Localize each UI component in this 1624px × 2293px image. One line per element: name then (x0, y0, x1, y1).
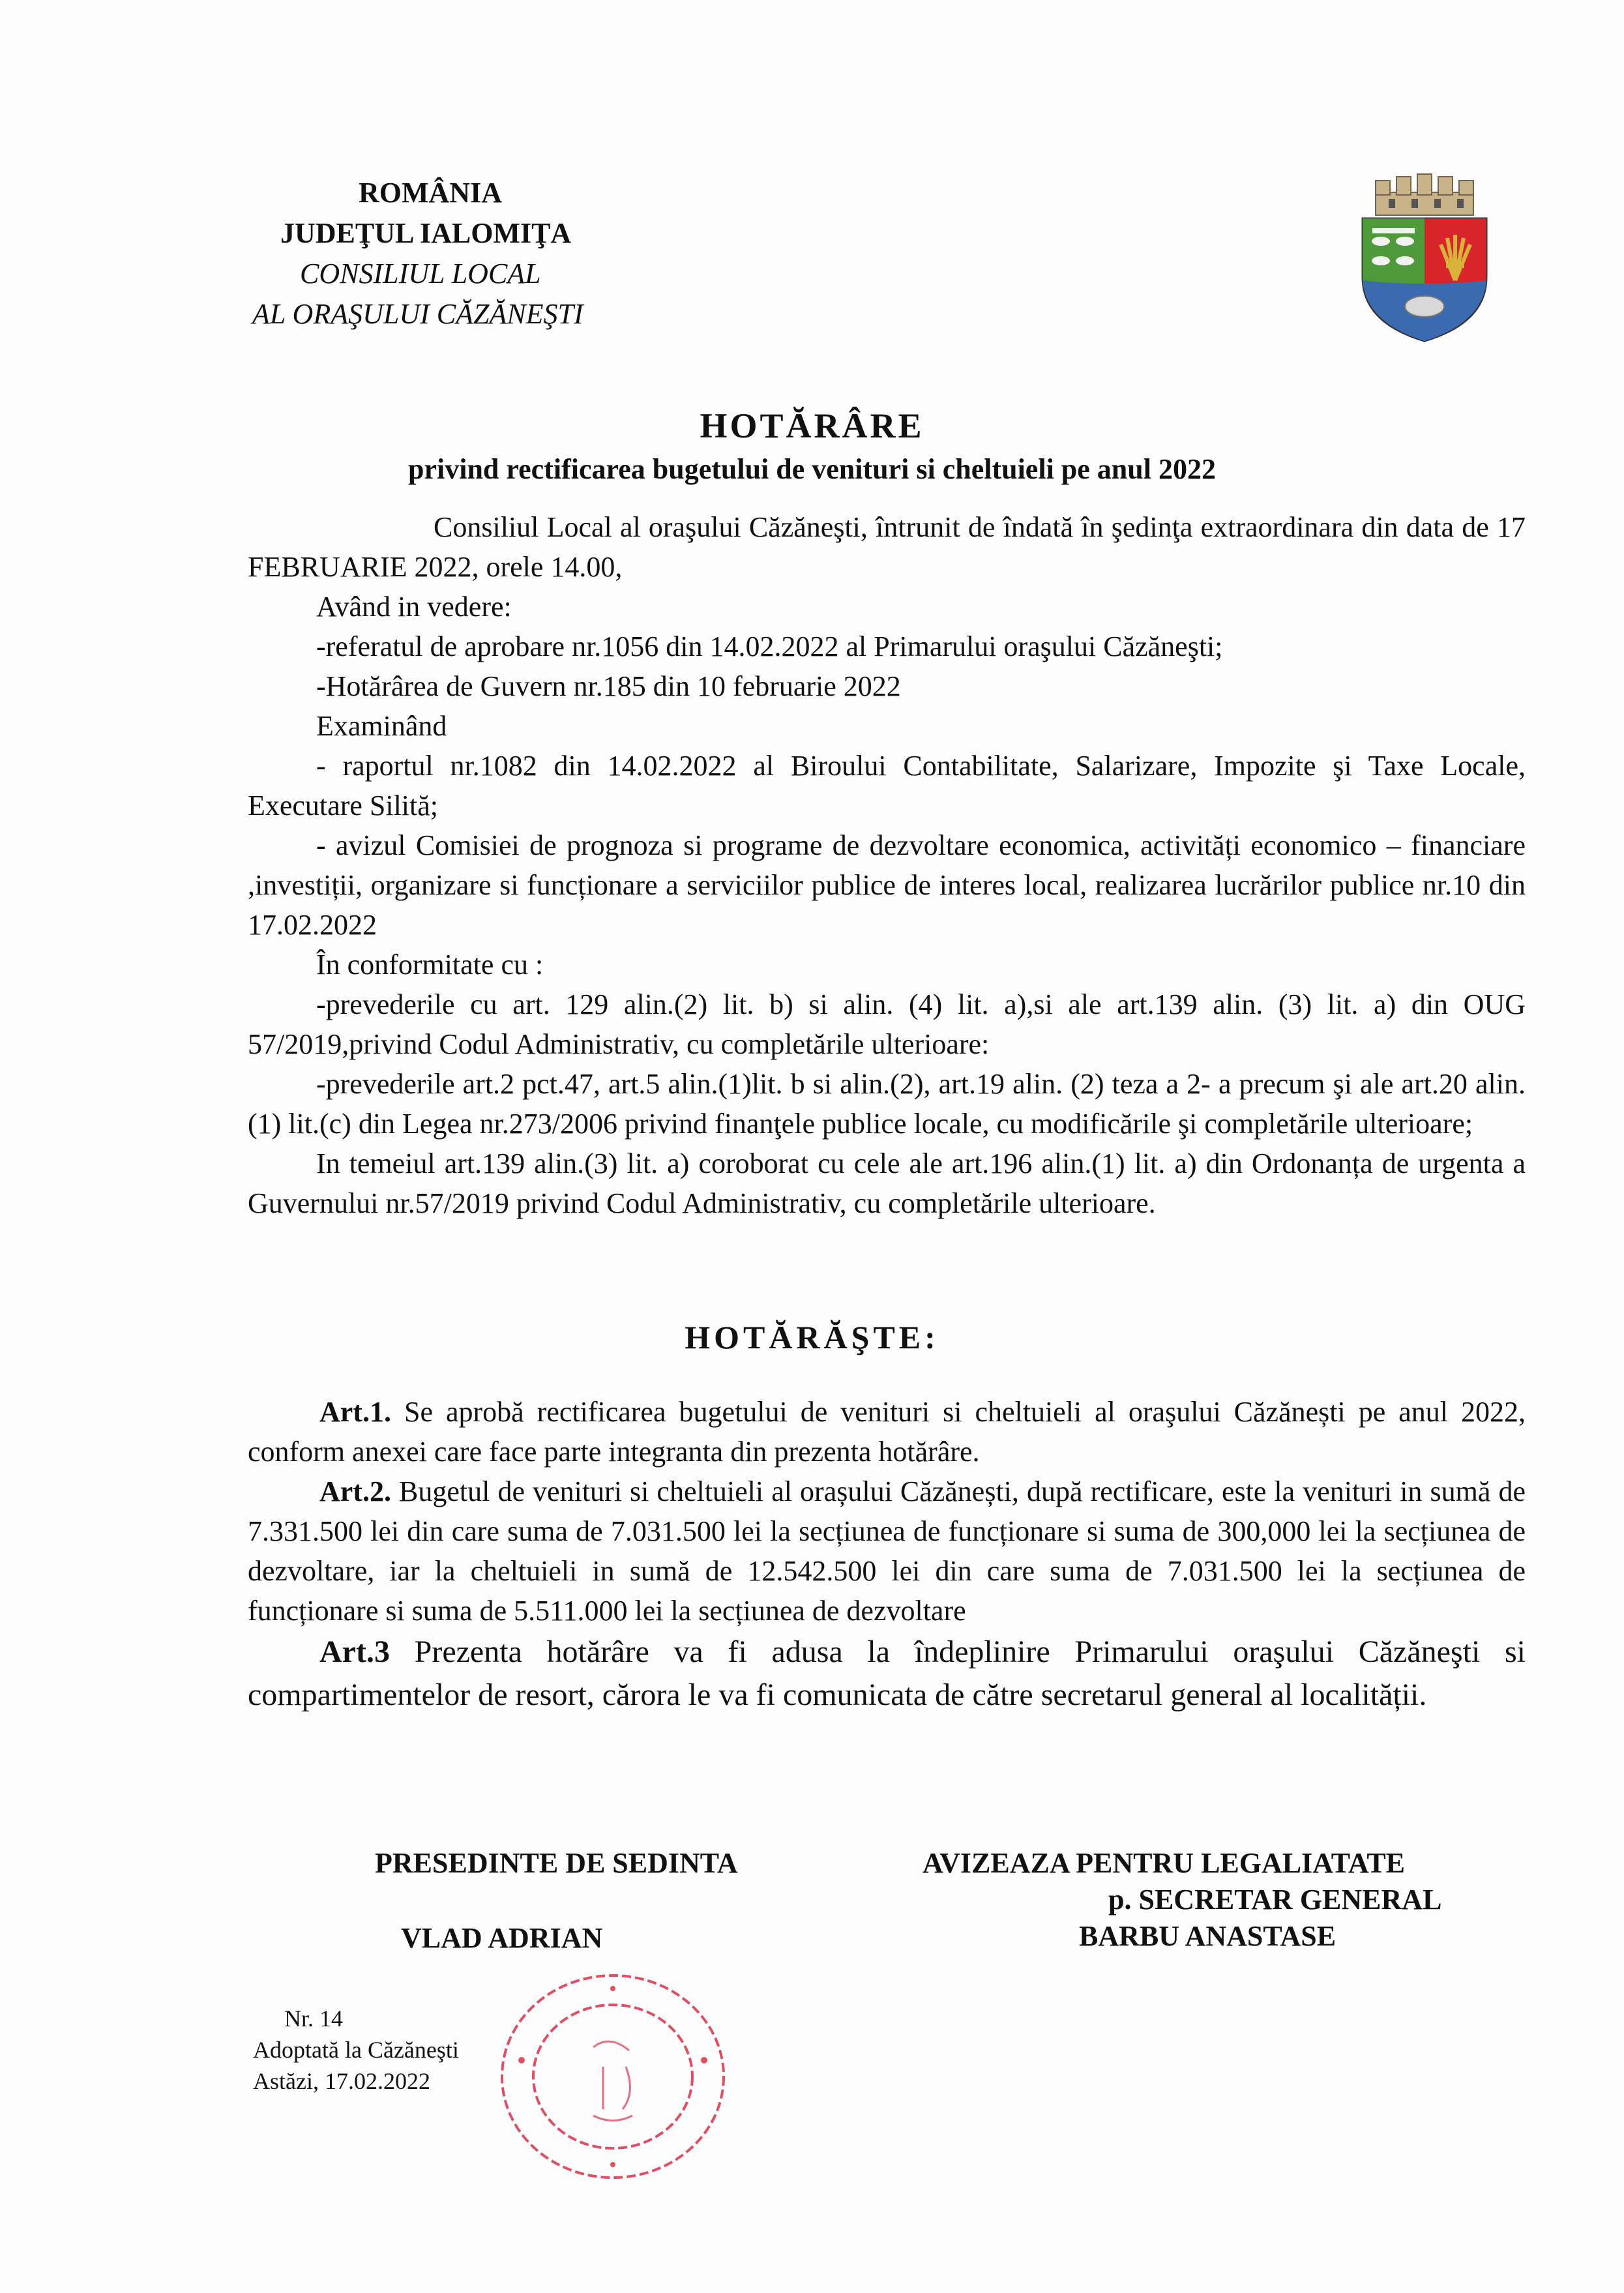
country-name: ROMÂNIA (359, 177, 502, 209)
decision-number: Nr. 14 (284, 2005, 343, 2032)
secretary-signature-block (923, 1845, 1441, 1955)
preamble-heading-conformity: În conformitate cu : (316, 949, 544, 981)
document-subtitle: privind rectificarea bugetului de venituri si cheltuieli pe anul 2022 (408, 453, 1216, 485)
articles (248, 1392, 1526, 1717)
preamble-item: -prevederile art.2 pct.47, art.5 alin.(1)lit. b si alin.(2), art.19 alin. (2) teza a 2- a precum şi ale art.20 alin.(1) lit.(c) din Legea nr.273/2006 privind finanţele publice locale, cu modificările şi completările ulterioare; (248, 1068, 1526, 1140)
decides-heading: HOTĂRĂŞTE: (685, 1319, 939, 1355)
article-3 (248, 1631, 1526, 1717)
document-title: HOTĂRÂRE (700, 406, 924, 445)
secretary-name: BARBU ANASTASE (1079, 1920, 1336, 1952)
official-seal-icon (495, 1969, 730, 2184)
issuer-header (254, 173, 585, 334)
council-name: CONSILIUL LOCAL (300, 258, 541, 289)
article-3-text: Prezenta hotărâre va fi adusa la îndeplinire Primarului oraşului Căzăneşti si compartimentelor de resort, cărora le va fi comunicata de către secretarul general al localității. (248, 1635, 1526, 1712)
article-2-label: Art.2. (319, 1475, 391, 1507)
secretary-role: p. SECRETAR GENERAL (1108, 1884, 1442, 1916)
chair-role: PRESEDINTE DE SEDINTA (375, 1847, 738, 1879)
preamble-item: -Hotărârea de Guvern nr.185 din 10 februarie 2022 (316, 670, 901, 702)
coat-of-arms-icon (1350, 173, 1499, 346)
preamble-item: -prevederile cu art. 129 alin.(2) lit. b) si alin. (4) lit. a),si ale art.139 alin. (3) lit. a) din OUG 57/2019,privind Codul Administrativ, cu completările ulterioare: (248, 988, 1526, 1060)
preamble-item: - avizul Comisiei de prognoza si programe de dezvoltare economica, activități economico – financiare ,investiții, organizare si funcționare a serviciilor publice de interes local, realizarea lucrărilor publice nr.10 din 17.02.2022 (248, 829, 1526, 941)
article-2 (248, 1472, 1526, 1631)
article-1-label: Art.1. (319, 1396, 391, 1428)
adoption-footer (253, 2003, 459, 2097)
chair-name: VLAD ADRIAN (401, 1922, 603, 1954)
article-1 (248, 1392, 1526, 1472)
adoption-date: Astăzi, 17.02.2022 (253, 2068, 430, 2094)
preamble-intro: Consiliul Local al oraşului Căzăneşti, întrunit de îndată în şedinţa extraordinara din data de 17 FEBRUARIE 2022, orele 14.00, (248, 511, 1526, 583)
preamble-heading-examining: Examinând (316, 710, 447, 742)
adoption-place: Adoptată la Căzăneşti (253, 2037, 459, 2063)
article-2-text: Bugetul de venituri si cheltuieli al orașului Căzănești, după rectificare, este la venituri in sumă de 7.331.500 lei din care suma de 7.031.500 lei la secțiunea de funcționare si suma de 300,000 lei la secțiunea de dezvoltare, iar la cheltuieli in sumă de 12.542.500 lei din care suma de 7.031.500 lei la secțiunea de funcționare si suma de 5.511.000 lei la secțiunea de dezvoltare (248, 1475, 1526, 1627)
preamble (248, 507, 1526, 1223)
article-3-label: Art.3 (319, 1635, 390, 1669)
county-name: JUDEŢUL IALOMIŢA (280, 217, 572, 249)
preamble-item: -referatul de aprobare nr.1056 din 14.02.2022 al Primarului oraşului Căzăneşti; (316, 630, 1223, 662)
legality-endorsement: AVIZEAZA PENTRU LEGALIATATE (923, 1847, 1406, 1879)
article-1-text: Se aprobă rectificarea bugetului de venituri si cheltuieli al oraşului Căzănești pe anul 2022, conform anexei care face parte integranta din prezenta hotărâre. (248, 1396, 1526, 1468)
preamble-item: - raportul nr.1082 din 14.02.2022 al Biroului Contabilitate, Salarizare, Impozite şi Taxe Locale, Executare Silită; (248, 750, 1526, 821)
preamble-heading-having: Având in vedere: (316, 591, 512, 623)
town-name: AL ORAŞULUI CĂZĂNEŞTI (252, 298, 583, 330)
preamble-item: In temeiul art.139 alin.(3) lit. a) coroborat cu cele ale art.196 alin.(1) lit. a) din Ordonanța de urgenta a Guvernului nr.57/2019 privind Codul Administrativ, cu completările ulterioare. (248, 1147, 1526, 1219)
